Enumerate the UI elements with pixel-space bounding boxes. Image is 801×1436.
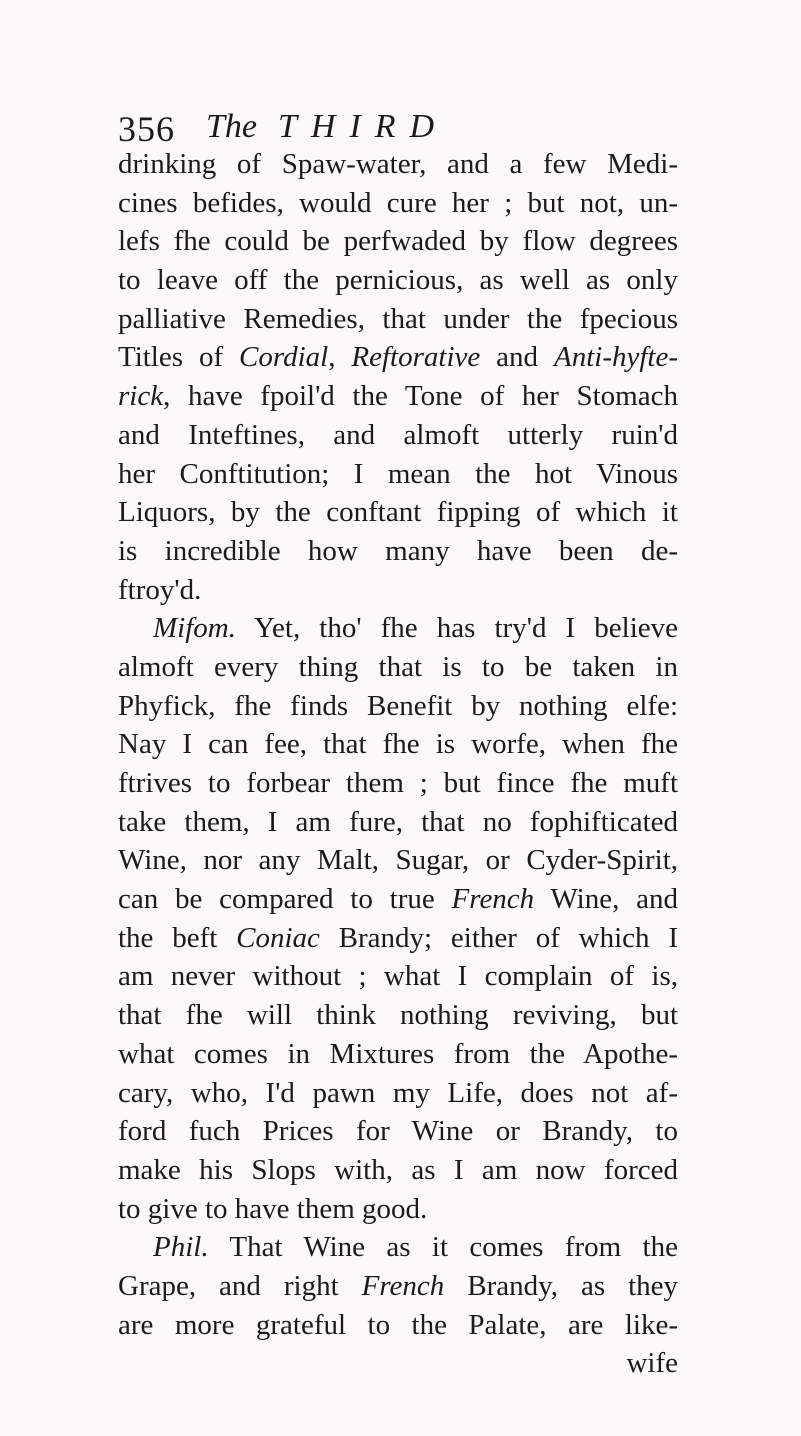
text-line bbox=[118, 1228, 678, 1267]
text-line bbox=[118, 1151, 678, 1190]
text-line bbox=[118, 725, 678, 764]
text-run: cines befides, would cure her ; but not, un- bbox=[118, 186, 678, 219]
text-run: what comes in Mixtures from the Apothe- bbox=[118, 1037, 678, 1070]
text-line bbox=[118, 880, 678, 919]
text-line bbox=[118, 1074, 678, 1113]
text-run: cary, who, I'd pawn my Life, does not af- bbox=[118, 1076, 678, 1109]
text-run: Yet, tho' fhe has try'd I believe bbox=[235, 612, 678, 645]
text-run: am never without ; what I complain of is, bbox=[118, 960, 678, 993]
text-run: can be compared to true bbox=[118, 883, 452, 916]
text-line bbox=[118, 184, 678, 223]
text-run: lefs fhe could be perfwaded by flow degrees bbox=[118, 225, 678, 258]
text-run: to leave off the pernicious, as well as only bbox=[118, 264, 678, 297]
text-run: is incredible how many have been de- bbox=[118, 534, 678, 567]
text-run: Titles of bbox=[118, 341, 240, 374]
text-run: wife bbox=[626, 1347, 678, 1380]
running-head bbox=[118, 106, 678, 150]
text-run: her Conftitution; I mean the hot Vinous bbox=[118, 457, 678, 490]
text-line bbox=[118, 803, 678, 842]
running-head-the: The bbox=[206, 108, 257, 145]
text-line bbox=[118, 919, 678, 958]
text-run: ftrives to forbear them ; but fince fhe muft bbox=[118, 767, 678, 799]
text-line bbox=[118, 1190, 678, 1229]
text-line bbox=[118, 532, 678, 571]
text-line bbox=[118, 1267, 678, 1306]
text-line bbox=[118, 338, 678, 377]
running-head-title: THIRD bbox=[278, 108, 449, 145]
text-run: the beft bbox=[118, 921, 237, 954]
text-line bbox=[118, 687, 678, 726]
italic-text: rick bbox=[118, 380, 164, 413]
text-run: to give to have them good. bbox=[118, 1192, 428, 1225]
text-run: That Wine as it comes from the bbox=[208, 1231, 678, 1264]
text-line bbox=[118, 996, 678, 1035]
text-line bbox=[118, 609, 678, 648]
italic-text: Phil. bbox=[153, 1231, 209, 1264]
text-run: and Inteftines, and almoft utterly ruin'd bbox=[118, 418, 678, 451]
text-line bbox=[118, 841, 678, 880]
text-line bbox=[118, 222, 678, 261]
italic-text: French bbox=[361, 1269, 445, 1302]
italic-text: Reftorative bbox=[351, 341, 481, 374]
text-run: Brandy; either of which I bbox=[319, 921, 678, 954]
text-run: ftroy'd. bbox=[118, 573, 202, 606]
text-line bbox=[118, 300, 678, 339]
text-line bbox=[118, 1306, 678, 1345]
italic-text: Coniac bbox=[236, 921, 320, 954]
italic-text: Mifom. bbox=[153, 612, 236, 645]
text-run: , have fpoil'd the Tone of her Stomach bbox=[163, 380, 678, 413]
text-run: almoft every thing that is to be taken in bbox=[118, 650, 678, 683]
text-run: Brandy, as they bbox=[444, 1269, 678, 1302]
text-line bbox=[118, 764, 678, 803]
text-line bbox=[118, 957, 678, 996]
text-line bbox=[118, 145, 678, 184]
text-run: are more grateful to the Palate, are like- bbox=[118, 1308, 678, 1341]
text-run: palliative Remedies, that under the fpecious bbox=[118, 302, 678, 335]
body-text bbox=[118, 145, 678, 1383]
page-number: 356 bbox=[118, 109, 175, 149]
text-line bbox=[118, 455, 678, 494]
text-run: make his Slops with, as I am now forced bbox=[118, 1153, 678, 1186]
text-run: Nay I can fee, that fhe is worfe, when fhe bbox=[118, 728, 678, 761]
text-line bbox=[118, 377, 678, 416]
text-line bbox=[118, 493, 678, 532]
text-line bbox=[118, 571, 678, 610]
text-line bbox=[118, 416, 678, 455]
text-run: Wine, and bbox=[534, 883, 678, 916]
text-run: Wine, nor any Malt, Sugar, or Cyder-Spirit, bbox=[118, 844, 678, 877]
text-run: Phyfick, fhe finds Benefit by nothing elfe: bbox=[118, 689, 678, 722]
text-line bbox=[118, 648, 678, 687]
text-run: take them, I am fure, that no fophifticated bbox=[118, 805, 678, 838]
text-run: Grape, and right bbox=[118, 1269, 362, 1302]
italic-text: Anti-hyfte- bbox=[553, 341, 678, 374]
italic-text: Cordial bbox=[239, 341, 329, 374]
text-line bbox=[118, 261, 678, 300]
text-run: and bbox=[480, 341, 554, 374]
text-line bbox=[118, 1035, 678, 1074]
text-run: , bbox=[328, 341, 352, 374]
text-run: ford fuch Prices for Wine or Brandy, to bbox=[118, 1115, 678, 1148]
catchword bbox=[118, 1344, 678, 1383]
italic-text: French bbox=[451, 883, 535, 916]
text-run: that fhe will think nothing reviving, but bbox=[118, 999, 678, 1032]
text-run: Liquors, by the conftant fipping of which it bbox=[118, 496, 678, 529]
text-line bbox=[118, 1112, 678, 1151]
text-run: drinking of Spaw-water, and a few Medi- bbox=[118, 148, 678, 180]
